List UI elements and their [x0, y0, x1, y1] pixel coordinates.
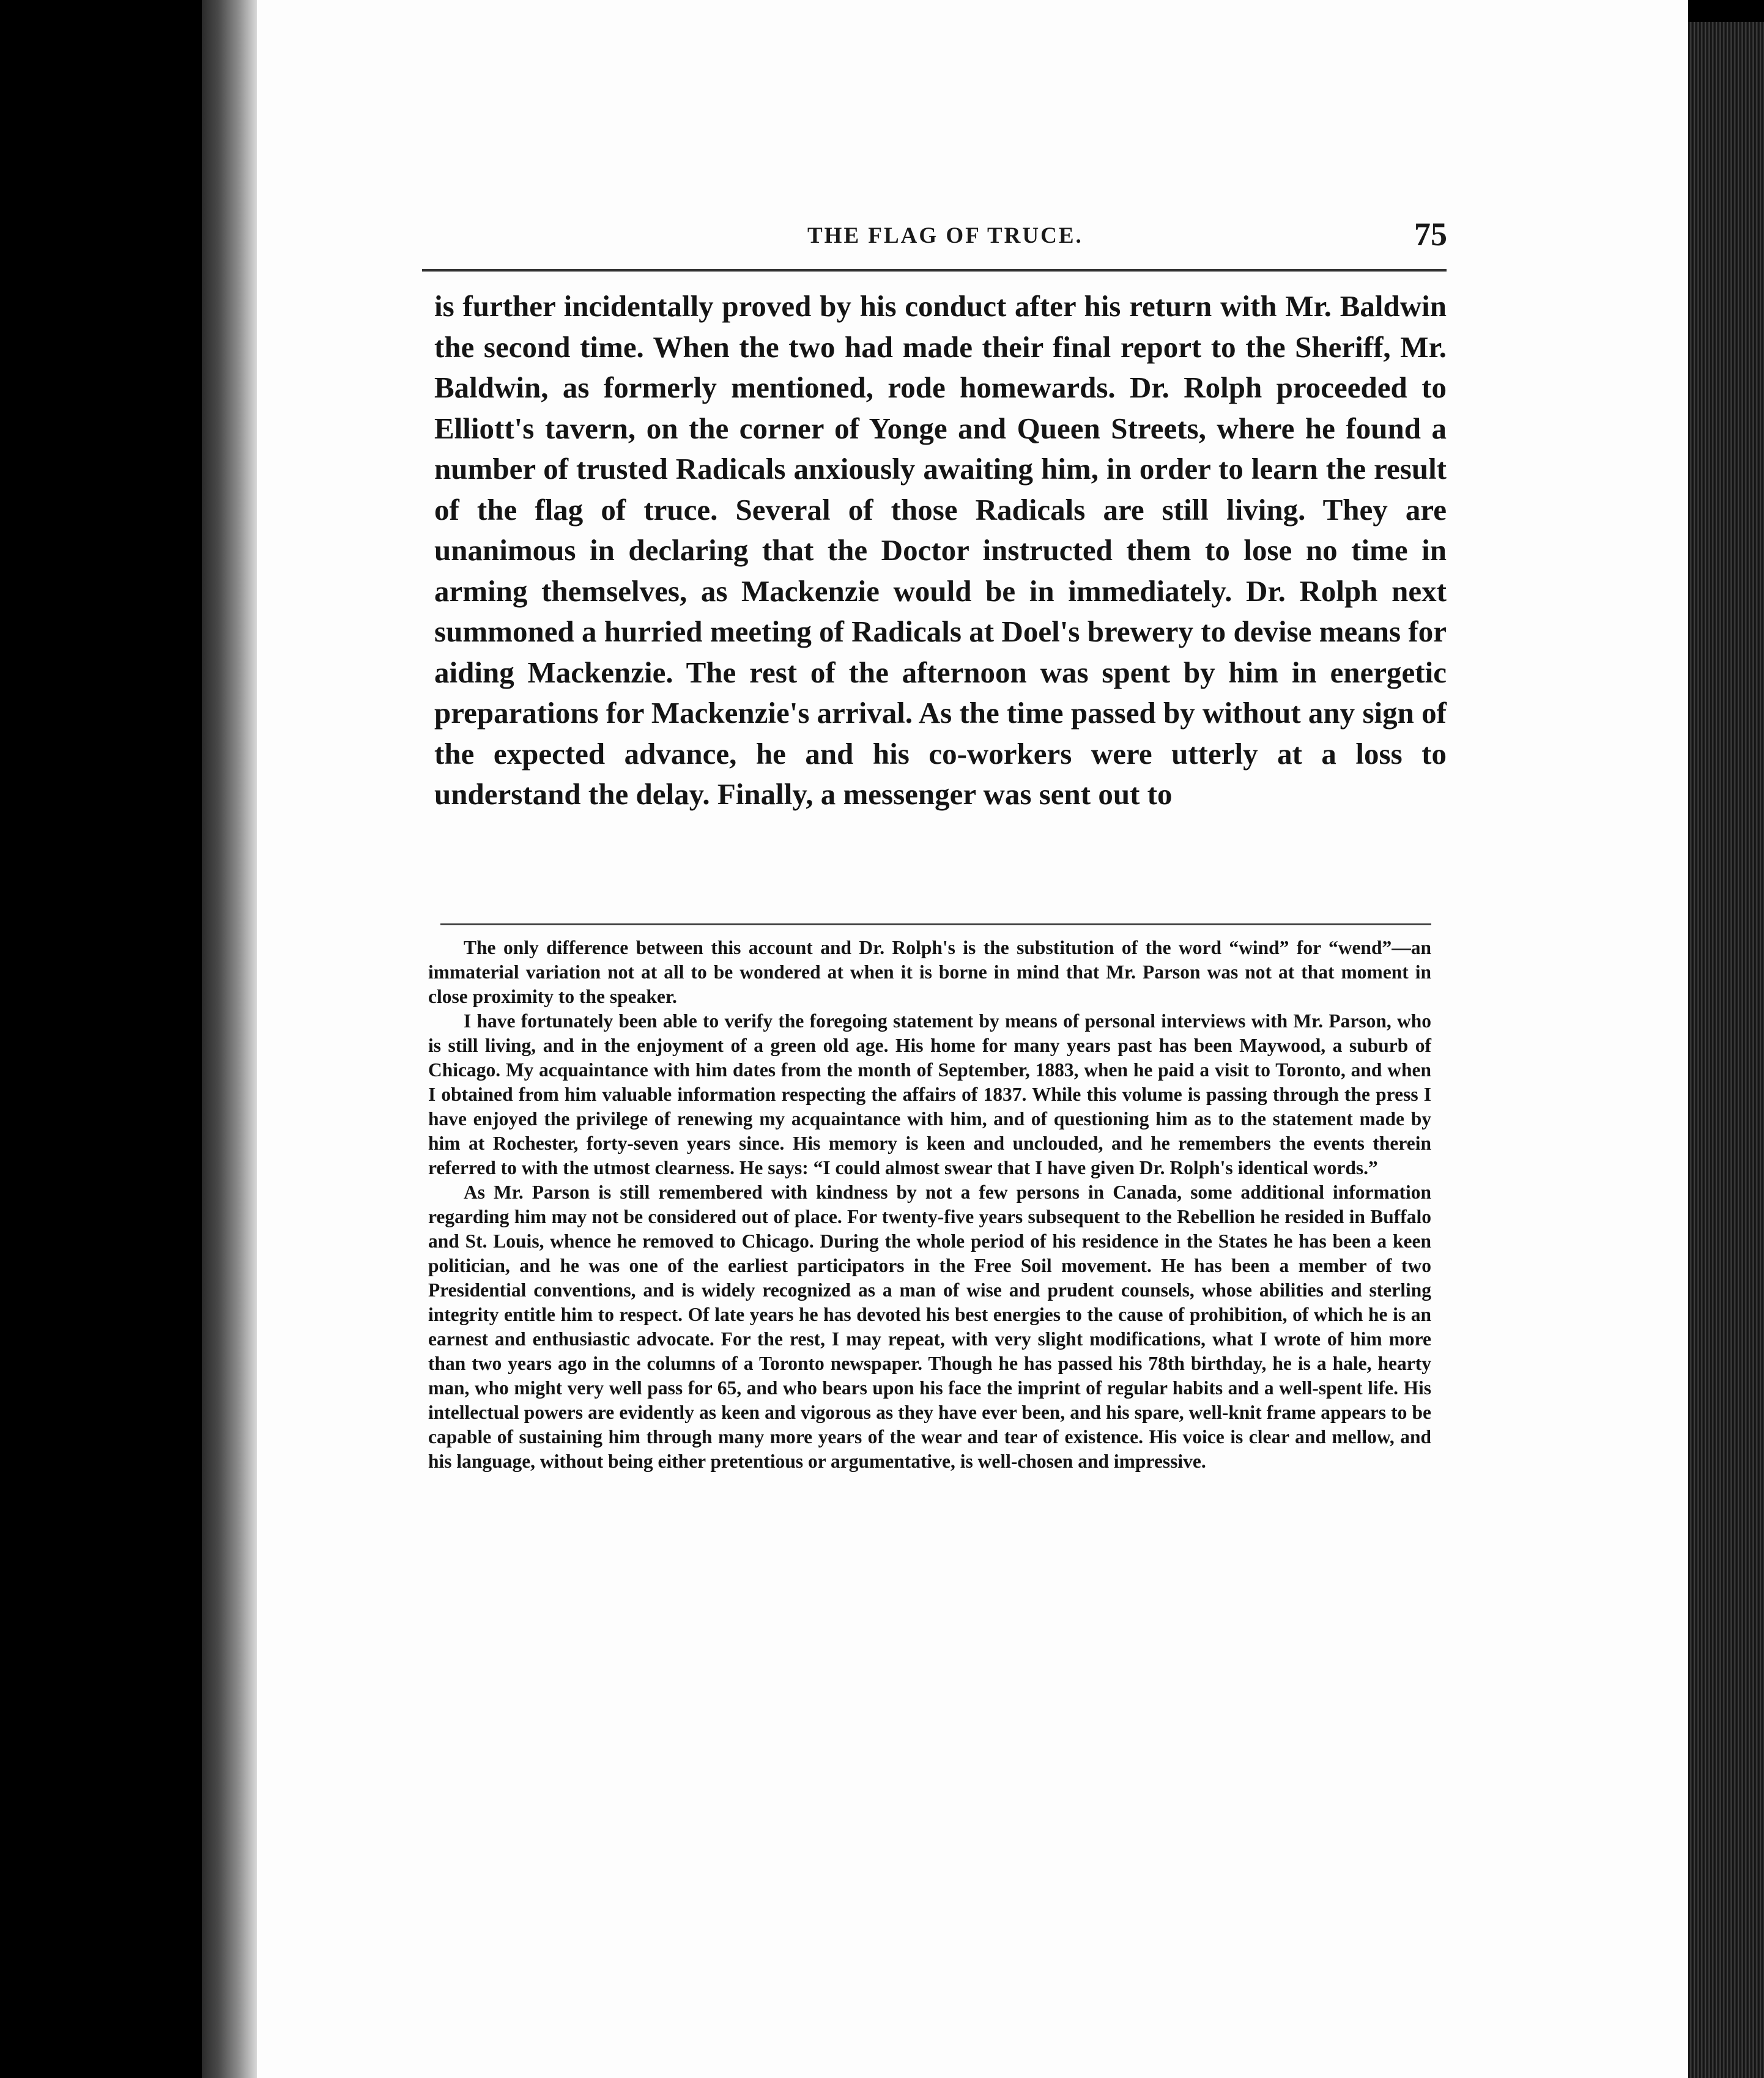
footnote-paragraph: As Mr. Parson is still remembered with kindness by not a few persons in Canada, some additional information regarding him may not be considered out of place. For twenty-five years subsequent to the Rebellion he resided in Buffalo and St. Louis, whence he removed to Chicago. During the whole period of his residence in the States he has been a keen politician, and he was one of the earliest participators in the Free Soil movement. He has been a member of two Presidential conventions, and is widely recognized as a man of wise and prudent counsels, whose abilities and sterling integrity entitle him to respect. Of late years he has devoted his best energies to the cause of prohibition, of which he is an earnest and enthusiastic advocate. For the rest, I may repeat, with very slight modifications, what I wrote of him more than two years ago in the columns of a Toronto newspaper. Though he has passed his 78th birthday, he is a hale, hearty man, who might very well pass for 65, and who bears upon his face the imprint of regular habits and a well-spent life. His intellectual powers are evidently as keen and vigorous as they have ever been, and his spare, well-knit frame appears to be capable of sustaining him through many more years of the wear and tear of existence. His voice is clear and mellow, and his language, without being either pretentious or argumentative, is well-chosen and impressive. — [428, 1181, 1431, 1472]
scan-left-margin — [0, 0, 202, 2078]
page-edges — [1688, 0, 1764, 2078]
footnote-rule — [440, 923, 1431, 925]
book-gutter-shadow — [202, 0, 257, 2078]
header-rule — [422, 269, 1447, 272]
scan-corner — [1688, 0, 1764, 22]
footnote-paragraph: The only difference between this account and Dr. Rolph's is the substitution of the word “wind” for “wend”—an immaterial variation not at all to be wondered at when it is borne in mind that Mr. Parson was not at that moment in close proximity to the speaker. — [428, 937, 1431, 1007]
page-header — [422, 215, 1450, 264]
footnotes — [428, 936, 1431, 1474]
footnote-paragraph: I have fortunately been able to verify the foregoing statement by means of personal interviews with Mr. Parson, who is still living, and in the enjoyment of a green old age. His home for many years past has been Maywood, a suburb of Chicago. My acquaintance with him dates from the month of September, 1883, when he paid a visit to Toronto, and when I obtained from him valuable information respecting the affairs of 1837. While this volume is passing through the press I have enjoyed the privilege of renewing my acquaintance with him, and of questioning him as to the statement made by him at Rochester, forty-seven years since. His memory is keen and unclouded, and he remembers the events therein referred to with the utmost clearness. He says: “I could almost swear that I have given Dr. Rolph's identical words.” — [428, 1010, 1431, 1178]
running-title: THE FLAG OF TRUCE. — [807, 223, 1083, 248]
main-paragraph: is further incidentally proved by his conduct after his return with Mr. Baldwin the second time. When the two had made their final report to the Sheriff, Mr. Baldwin, as formerly mentioned, rode homewards. Dr. Rolph proceeded to Elliott's tavern, on the corner of Yonge and Queen Streets, where he found a number of trusted Radicals anxiously awaiting him, in order to learn the result of the flag of truce. Several of those Radicals are still living. They are unanimous in declaring that the Doctor instructed them to lose no time in arming themselves, as Mackenzie would be in immediately. Dr. Rolph next summoned a hurried meeting of Radicals at Doel's brewery to devise means for aiding Mackenzie. The rest of the afternoon was spent by him in energetic preparations for Mackenzie's arrival. As the time passed by without any sign of the expected advance, he and his co-workers were utterly at a loss to understand the delay. Finally, a messenger was sent out to — [434, 289, 1447, 811]
page-number: 75 — [1414, 216, 1447, 253]
